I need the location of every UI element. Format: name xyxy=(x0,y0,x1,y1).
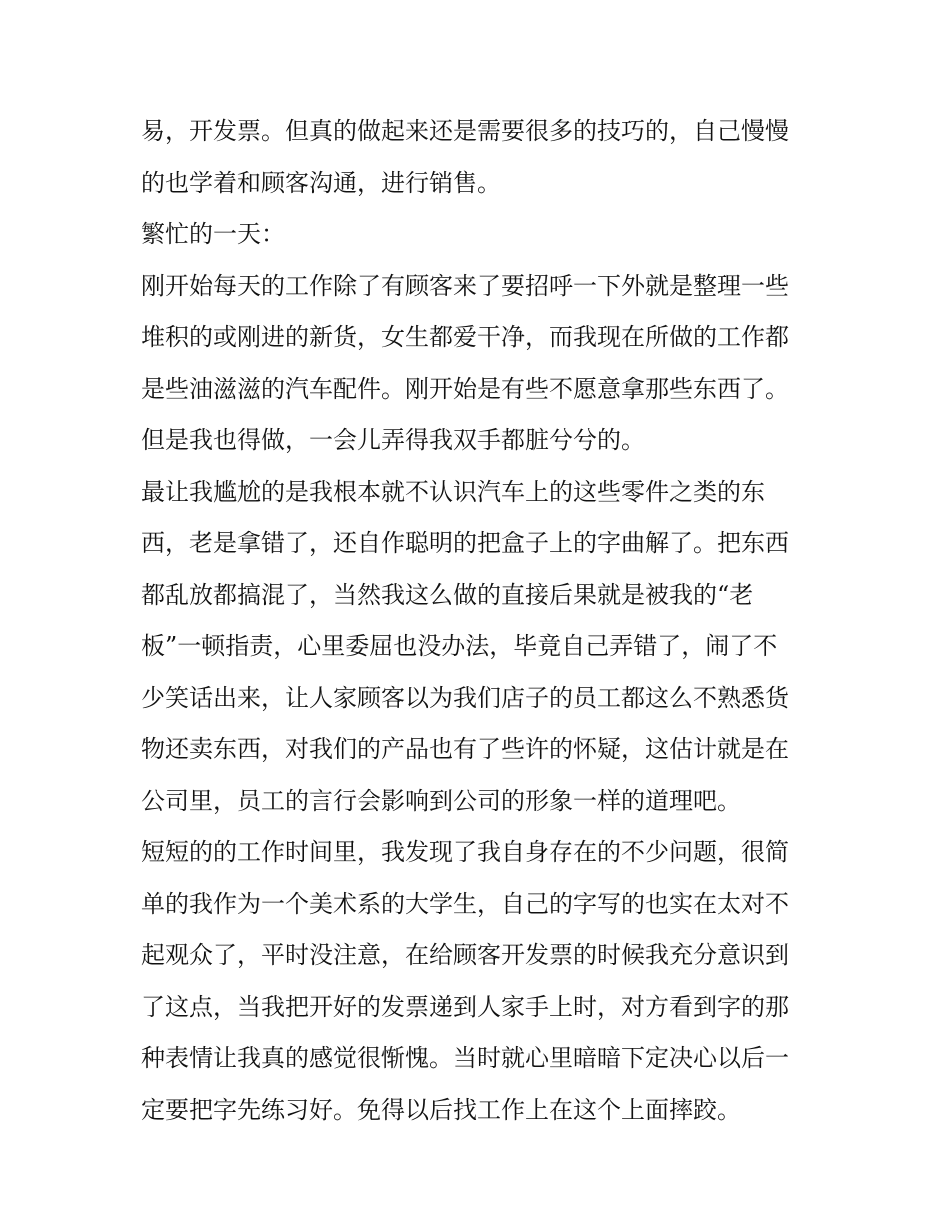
text-line: 刚开始每天的工作除了有顾客来了要招呼一下外就是整理一些 xyxy=(141,271,789,300)
text-line: 公司里，员工的言行会影响到公司的形象一样的道理吧。 xyxy=(141,786,741,815)
text-line: 物还卖东西，对我们的产品也有了些许的怀疑，这估计就是在 xyxy=(141,735,789,763)
section-heading: 繁忙的一天： xyxy=(141,220,285,248)
text-line: 都乱放都搞混了，当然我这么做的直接后果就是被我的“老 xyxy=(141,580,754,609)
text-line: 是些油滋滋的汽车配件。刚开始是有些不愿意拿那些东西了。 xyxy=(141,374,789,403)
text-line: 起观众了，平时没注意，在给顾客开发票的时候我充分意识到 xyxy=(141,941,789,969)
text-line: 西，老是拿错了，还自作聪明的把盒子上的字曲解了。把东西 xyxy=(141,529,789,557)
text-line: 最让我尴尬的是我根本就不认识汽车上的这些零件之类的东 xyxy=(141,477,765,506)
text-line: 定要把字先练习好。免得以后找工作上在这个上面摔跤。 xyxy=(141,1095,741,1124)
text-line: 短短的的工作时间里，我发现了我自身存在的不少问题，很简 xyxy=(141,838,789,866)
text-line: 种表情让我真的感觉很惭愧。当时就心里暗暗下定决心以后一 xyxy=(141,1044,789,1072)
text-line: 单的我作为一个美术系的大学生，自己的字写的也实在太对不 xyxy=(141,889,789,918)
text-line: 堆积的或刚进的新货，女生都爱干净，而我现在所做的工作都 xyxy=(141,323,789,351)
body-text xyxy=(141,106,821,1136)
text-line: 板”一顿指责，心里委屈也没办法，毕竟自己弄错了，闹了不 xyxy=(141,632,778,660)
text-line: 的也学着和顾客沟通，进行销售。 xyxy=(141,168,501,197)
text-line: 易，开发票。但真的做起来还是需要很多的技巧的，自己慢慢 xyxy=(141,117,789,145)
text-line: 少笑话出来，让人家顾客以为我们店子的员工都这么不熟悉货 xyxy=(141,683,789,712)
text-line: 了这点，当我把开好的发票递到人家手上时，对方看到字的那 xyxy=(141,992,789,1021)
text-line: 但是我也得做，一会儿弄得我双手都脏兮兮的。 xyxy=(141,426,645,454)
